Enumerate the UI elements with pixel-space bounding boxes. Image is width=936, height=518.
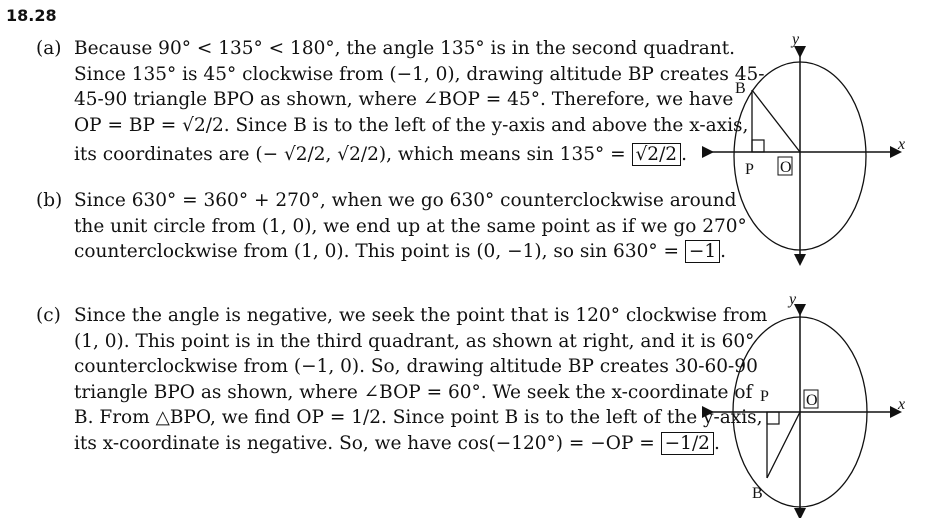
y-label: y [789,291,797,308]
part-a-line-3: 45-90 triangle BPO as shown, where ∠BOP = 45°. Therefore, we have [74,89,734,110]
part-c-answer: −1/2 [661,432,714,455]
x-label: x [898,136,906,153]
part-c-line-1: Since the angle is negative, we seek the point that is 120° clockwise from [74,305,768,326]
point-p-label: P [745,161,754,178]
right-angle-mark [752,140,764,152]
part-c-line-6: its x-coordinate is negative. So, we have cos(−120°) = −OP = [74,432,655,454]
part-c-label: (c) [36,305,61,326]
part-a-line-4: OP = BP = √2/2. Since B is to the left of the y-axis and above the x-axis, [74,114,749,136]
radius-ob [752,90,800,152]
part-b-line-2: the unit circle from (1, 0), we end up at the same point as if we go 270° [74,215,747,237]
part-b-line-1: Since 630° = 360° + 270°, when we go 630° counterclockwise around [74,190,737,211]
origin-o-label: O [780,159,792,176]
unit-circle-figure-bottom [700,286,930,518]
y-label: y [792,31,800,48]
part-a: (a) Because 90° < 135° < 180°, the angle 135° is in the second quadrant. Since 135° is 45° clockwise from (−1, 0), drawing altitude BP creates 45- 45-90 triangle BPO as shown, where ∠BOP = 45°. Therefore, we have OP = BP = √2/2. Since B is to the left of the y-axis and above the x-axis, its coordinates are (− √2/2, √2/2), which means sin 135° = √2/2 . [36,38,765,165]
right-angle-mark [767,412,779,424]
radius-ob [767,412,800,478]
part-a-line-5: its coordinates are (− √2/2, √2/2), which means sin 135° = [74,144,626,165]
part-b-label: (b) [36,190,63,211]
point-p-label: P [760,388,769,405]
part-c-line-5: B. From △BPO, we find OP = 1/2. Since point B is to the left of the y-axis, [74,407,763,428]
part-a-line-1: Because 90° < 135° < 180°, the angle 135° is in the second quadrant. [74,38,736,59]
part-c: (c) Since the angle is negative, we seek the point that is 120° clockwise from (1, 0). This point is in the third quadrant, as shown at right, and it is 60° counterclockwise from (−1, 0). So, drawing altitude BP creates 30-60-90 triangle BPO as shown, where ∠BOP = 60°. We seek the x-coordinate of B. From △BPO, we find OP = 1/2. Since point B is to the left of the y-axis, its x-coordinate is negative. So, we have cos(−120°) = −OP = −1/2 . [36,305,768,454]
part-c-line-3: counterclockwise from (−1, 0). So, drawing altitude BP creates 30-60-90 [74,356,758,377]
unit-circle-figure-top [700,28,930,266]
problem-number: 18.28 [6,6,57,25]
point-b-label: B [752,485,763,502]
part-b-answer: −1 [685,240,720,263]
part-a-label: (a) [36,38,62,59]
part-b: (b) Since 630° = 360° + 270°, when we go 630° counterclockwise around the unit circle from (1, 0), we end up at the same point as if we go 270° counterclockwise from (1, 0). This point is (0, −1), so sin 630° = −1 . [36,190,747,262]
part-c-line-2: (1, 0). This point is in the third quadrant, as shown at right, and it is 60° [74,330,755,352]
part-a-line-2: Since 135° is 45° clockwise from (−1, 0), drawing altitude BP creates 45- [74,63,765,85]
part-c-line-4: triangle BPO as shown, where ∠BOP = 60°. We seek the x-coordinate of [74,381,753,403]
point-b-label: B [735,80,746,97]
origin-o-label: O [806,392,818,409]
x-label: x [898,396,906,413]
part-a-answer: √2/2 [632,143,682,166]
part-b-line-3: counterclockwise from (1, 0). This point is (0, −1), so sin 630° = [74,241,679,262]
